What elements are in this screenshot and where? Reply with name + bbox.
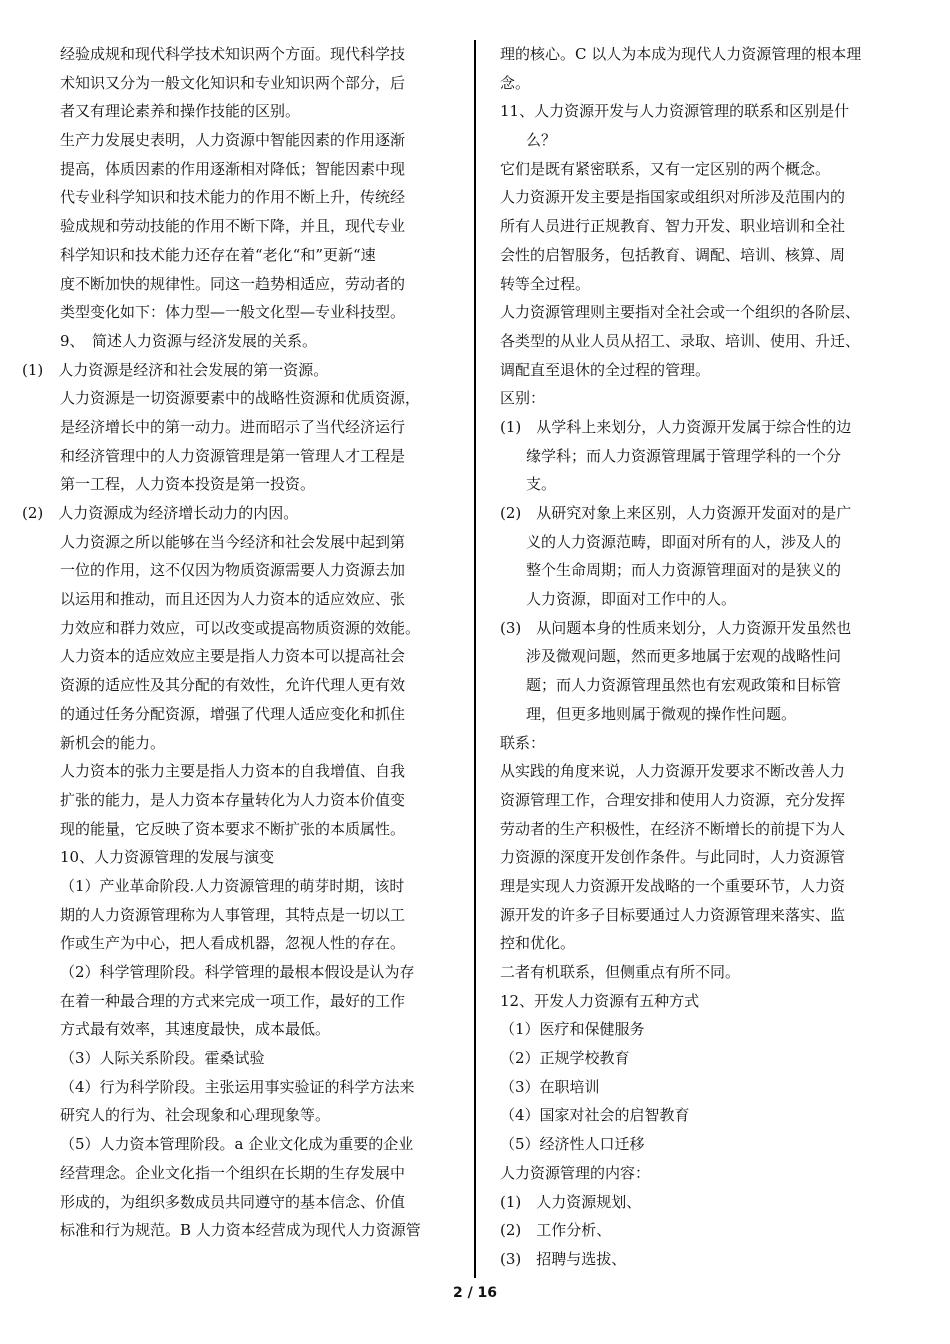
text-line: 和经济管理中的人力资源管理是第一管理人才工程是 <box>60 446 406 465</box>
text-line: (3) 从问题本身的性质来划分，人力资源开发虽然也 <box>500 618 852 637</box>
left-column <box>22 40 462 1245</box>
text-line: 支。 <box>526 475 557 494</box>
text-line: 的通过任务分配资源，增强了代理人适应变化和抓住 <box>60 704 406 723</box>
text-line: 验成规和劳动技能的作用不断下降，并且，现代专业 <box>60 217 406 236</box>
text-line: 以运用和推动，而且还因为人力资本的适应效应、张 <box>60 590 406 609</box>
text-line: 科学知识和技术能力还存在着“老化“和”更新“速 <box>60 245 376 264</box>
text-line: 术知识又分为一般文化知识和专业知识两个部分，后 <box>60 73 406 92</box>
text-line: 者又有理论素养和操作技能的区别。 <box>60 102 301 121</box>
text-line: 标准和行为规范。B 人力资本经营成为现代人力资源管 <box>60 1221 421 1240</box>
text-line: 理，但更多地则属于微观的操作性问题。 <box>526 704 797 723</box>
text-line: 第一工程，人力资本投资是第一投资。 <box>60 475 316 494</box>
text-line: 从实践的角度来说，人力资源开发要求不断改善人力 <box>500 762 846 781</box>
text-line: 源开发的许多子目标要通过人力资源管理来落实、监 <box>500 905 846 924</box>
text-line: 所有人员进行正规教育、智力开发、职业培训和全社 <box>500 217 846 236</box>
text-line: (1) 人力资源规划、 <box>500 1192 642 1211</box>
text-line: 扩张的能力，是人力资本存量转化为人力资本价值变 <box>60 790 406 809</box>
text-line: (2) 人力资源成为经济增长动力的内因。 <box>22 504 299 522</box>
text-line: 11、人力资源开发与人力资源管理的联系和区别是什 <box>500 102 850 121</box>
text-line: 经验成规和现代科学技术知识两个方面。现代科学技 <box>60 45 406 63</box>
text-line: (2) 从研究对象上来区别，人力资源开发面对的是广 <box>500 504 852 522</box>
text-line: 它们是既有紧密联系，又有一定区别的两个概念。 <box>500 159 831 178</box>
text-line: （4）国家对社会的启智教育 <box>500 1106 690 1125</box>
text-line: （1）医疗和保健服务 <box>500 1020 645 1039</box>
text-line: (2) 工作分析、 <box>500 1221 612 1240</box>
text-line: （2）正规学校教育 <box>500 1049 630 1068</box>
text-line: 二者有机联系，但侧重点有所不同。 <box>500 963 741 981</box>
page-number: 2 / 16 <box>452 1285 498 1301</box>
text-line: 资源的适应性及其分配的有效性，允许代理人更有效 <box>60 676 406 695</box>
text-line: 提高，体质因素的作用逐渐相对降低；智能因素中现 <box>60 159 406 178</box>
text-line: 人力资源管理的内容： <box>500 1163 651 1182</box>
text-line: 理是实现人力资源开发战略的一个重要环节，人力资 <box>500 876 846 895</box>
text-line: 形成的，为组织多数成员共同遵守的基本信念、价值 <box>60 1192 406 1211</box>
text-line: 各类型的从业人员从招工、录取、培训、使用、升迁、 <box>500 331 861 350</box>
text-line: 方式最有效率，其速度最快，成本最低。 <box>60 1020 331 1039</box>
text-line: （3）人际关系阶段。霍桑试验 <box>60 1049 265 1068</box>
text-line: 人力资源管理则主要指对全社会或一个组织的各阶层、 <box>500 303 861 322</box>
text-line: 度不断加快的规律性。同这一趋势相适应，劳动者的 <box>60 274 406 293</box>
text-line: 10、人力资源管理的发展与演变 <box>60 848 275 867</box>
text-line: （5）人力资本管理阶段。a 企业文化成为重要的企业 <box>60 1135 414 1154</box>
text-line: 区别： <box>500 389 546 408</box>
text-line: 缘学科；而人力资源管理属于管理学科的一个分 <box>526 446 842 465</box>
text-line: 劳动者的生产积极性，在经济不断增长的前提下为人 <box>500 819 846 838</box>
text-line: 作或生产为中心，把人看成机器，忽视人性的存在。 <box>60 934 406 953</box>
text-line: 生产力发展史表明，人力资源中智能因素的作用逐渐 <box>60 131 406 150</box>
text-line: （4）行为科学阶段。主张运用事实验证的科学方法来 <box>60 1077 415 1096</box>
text-line: 力资源的深度开发创作条件。与此同时，人力资源管 <box>500 848 846 867</box>
text-line: 涉及微观问题，然而更多地属于宏观的战略性问 <box>526 647 842 666</box>
text-line: 人力资源之所以能够在当今经济和社会发展中起到第 <box>60 532 406 551</box>
text-line: （3）在职培训 <box>500 1077 600 1096</box>
text-line: 整个生命周期；而人力资源管理面对的是狭义的 <box>526 561 842 580</box>
right-column <box>494 40 918 1274</box>
text-line: 新机会的能力。 <box>60 733 166 752</box>
text-line: 理的核心。C 以人为本成为现代人力资源管理的根本理 <box>500 45 862 63</box>
text-line: 一位的作用，这不仅因为物质资源需要人力资源去加 <box>60 561 406 580</box>
text-line: （1）产业革命阶段.人力资源管理的萌芽时期，该时 <box>60 876 405 895</box>
text-line: 义的人力资源范畴，即面对所有的人，涉及人的 <box>526 532 842 551</box>
text-line: 12、开发人力资源有五种方式 <box>500 991 700 1010</box>
text-line: (1) 人力资源是经济和社会发展的第一资源。 <box>22 360 329 379</box>
text-line: 期的人力资源管理称为人事管理，其特点是一切以工 <box>60 905 406 924</box>
text-line: 联系： <box>500 733 546 752</box>
text-line: 人力资本的张力主要是指人力资本的自我增值、自我 <box>60 762 406 781</box>
text-line: 力效应和群力效应，可以改变或提高物质资源的效能。 <box>60 618 421 637</box>
text-line: 是经济增长中的第一动力。进而昭示了当代经济运行 <box>60 417 406 436</box>
text-line: 调配直至退休的全过程的管理。 <box>500 360 711 379</box>
text-line: 念。 <box>500 73 531 92</box>
text-line: 人力资源，即面对工作中的人。 <box>526 590 737 609</box>
text-line: 题；而人力资源管理虽然也有宏观政策和目标管 <box>526 676 842 695</box>
text-line: 9、 简述人力资源与经济发展的关系。 <box>60 331 318 350</box>
text-line: 代专业科学知识和技术能力的作用不断上升，传统经 <box>60 188 406 207</box>
text-line: 现的能量，它反映了资本要求不断扩张的本质属性。 <box>60 819 406 838</box>
text-line: (3) 招聘与选拔、 <box>500 1249 627 1268</box>
text-line: 人力资源是一切资源要素中的战略性资源和优质资源， <box>60 389 421 408</box>
text-line: 转等全过程。 <box>500 274 591 293</box>
column-divider <box>474 40 476 1278</box>
text-line: 么？ <box>526 131 557 150</box>
text-line: 会性的启智服务，包括教育、调配、培训、核算、周 <box>500 245 846 264</box>
text-line: （5）经济性人口迁移 <box>500 1135 645 1154</box>
text-line: 人力资源开发主要是指国家或组织对所涉及范围内的 <box>500 188 846 207</box>
text-line: （2）科学管理阶段。科学管理的最根本假设是认为存 <box>60 963 415 981</box>
text-line: 类型变化如下：体力型—一般文化型—专业科技型。 <box>60 303 406 322</box>
text-line: 资源管理工作，合理安排和使用人力资源，充分发挥 <box>500 790 846 809</box>
text-line: 经营理念。企业文化指一个组织在长期的生存发展中 <box>60 1163 406 1182</box>
text-line: 在着一种最合理的方式来完成一项工作，最好的工作 <box>60 991 406 1010</box>
text-line: (1) 从学科上来划分，人力资源开发属于综合性的边 <box>500 417 852 436</box>
text-line: 控和优化。 <box>500 934 576 953</box>
text-line: 研究人的行为、社会现象和心理现象等。 <box>60 1106 331 1125</box>
text-line: 人力资本的适应效应主要是指人力资本可以提高社会 <box>60 647 406 666</box>
